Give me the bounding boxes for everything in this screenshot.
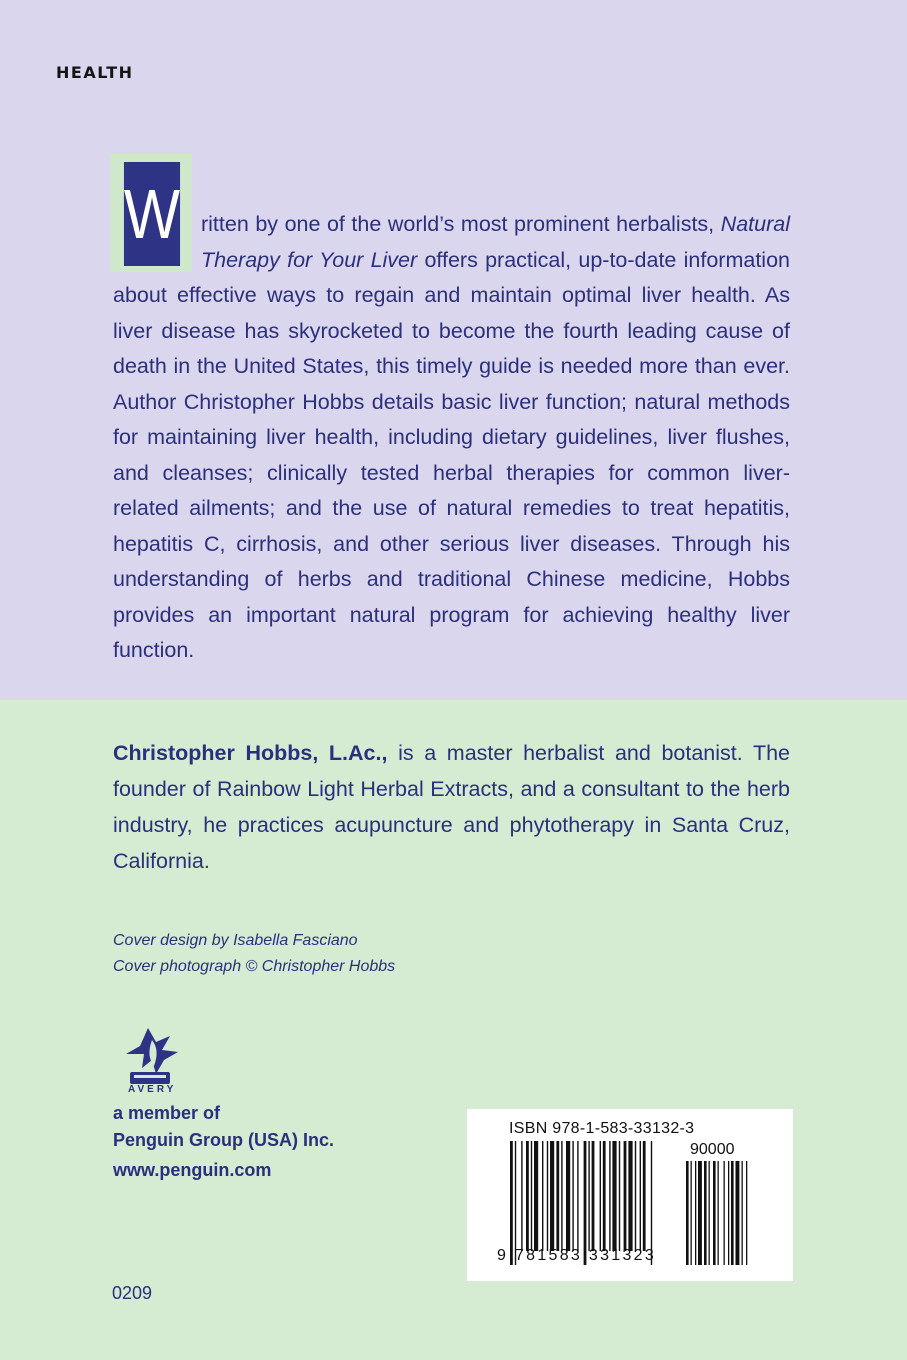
addon-barcode-bar: [686, 1161, 689, 1265]
cover-photo-credit: Cover photograph © Christopher Hobbs: [113, 958, 396, 975]
barcode-bar: [603, 1141, 606, 1251]
book-title: Natural Therapy for Your Liver: [201, 212, 790, 272]
addon-barcode-bar: [728, 1161, 729, 1265]
barcode-bar: [628, 1141, 632, 1251]
dropcap-letter: W: [124, 162, 180, 266]
author-bio: [113, 735, 790, 879]
addon-barcode-bar: [742, 1161, 743, 1265]
barcode-bar: [526, 1141, 529, 1251]
barcode-bar: [588, 1141, 589, 1251]
ean-digits: 9 781583 331323: [497, 1247, 657, 1264]
barcode-bar: [600, 1141, 601, 1251]
addon-barcode-bar: [718, 1161, 719, 1265]
barcode-bar: [640, 1141, 641, 1251]
barcode-bar: [556, 1141, 559, 1251]
cover-credits: [113, 928, 395, 980]
cover-design-credit: Cover design by Isabella Fasciano: [113, 932, 358, 949]
addon-barcode-bar: [746, 1161, 747, 1265]
barcode-bar: [531, 1141, 532, 1251]
avery-logo-text: AVERY: [128, 1084, 177, 1095]
publisher-name: Penguin Group (USA) Inc.: [113, 1130, 334, 1150]
author-name: Christopher Hobbs, L.Ac.,: [113, 741, 388, 765]
barcode-bar: [572, 1141, 573, 1251]
addon-barcode-bar: [713, 1161, 716, 1265]
barcode-bar: [624, 1141, 627, 1251]
barcode-bar: [534, 1141, 538, 1251]
barcode-bar: [643, 1141, 646, 1251]
addon-barcode-bar: [691, 1161, 692, 1265]
addon-barcode-bar: [731, 1161, 734, 1265]
catalog-code: 0209: [112, 1283, 153, 1303]
barcode-bar: [592, 1141, 595, 1251]
publisher-member-line: a member of: [113, 1103, 221, 1123]
description-intro: ritten by one of the world’s most prominent herbalists,: [201, 212, 721, 236]
barcode-bar: [612, 1141, 616, 1251]
author-bio-text: is a master herbalist and botanist. The founder of Rainbow Light Herbal Extracts, and a consultant to the herb industry, he practices acupuncture and phytotherapy in Santa Cruz, California.: [113, 741, 791, 873]
addon-barcode-bar: [724, 1161, 725, 1265]
barcode-bar: [547, 1141, 548, 1251]
addon-barcode-bar: [709, 1161, 710, 1265]
barcode-bar: [542, 1141, 543, 1251]
barcode-bar: [635, 1141, 636, 1251]
barcode-bar: [619, 1141, 620, 1251]
price-code: 90000: [690, 1141, 735, 1158]
addon-barcode-bar: [695, 1161, 696, 1265]
addon-barcode-bar: [736, 1161, 740, 1265]
barcode-bar: [550, 1141, 554, 1251]
publisher-website: www.penguin.com: [113, 1160, 272, 1180]
barcode-bar: [521, 1141, 522, 1251]
barcode-bar: [609, 1141, 610, 1251]
isbn-number: ISBN 978-1-583-33132-3: [509, 1120, 695, 1137]
barcode-bar: [566, 1141, 570, 1251]
book-description: [113, 207, 790, 669]
description-body: offers practical, up-to-date information about effective ways to regain and maintain optimal liver health. As liver disease has skyrocketed to become the fourth leading cause of death in the United States, this timely guide is needed more than ever. Author Christopher Hobbs details basic liver function; natural methods for maintaining liver health, including dietary guidelines, liver flushes, and cleanses; clinically tested herbal therapies for common liver-related ailments; and the use of natural remedies to treat hepatitis, hepatitis C, cirrhosis, and other serious liver diseases. Through his understanding of herbs and traditional Chinese medicine, Hobbs provides an important natural program for achieving healthy liver function.: [113, 247, 790, 662]
publisher-info: [113, 1100, 334, 1184]
barcode-bar: [561, 1141, 562, 1251]
barcode-bar: [577, 1141, 578, 1251]
addon-barcode-bar: [698, 1161, 702, 1265]
category-label: HEALTH: [56, 63, 134, 82]
addon-barcode-bar: [704, 1161, 707, 1265]
